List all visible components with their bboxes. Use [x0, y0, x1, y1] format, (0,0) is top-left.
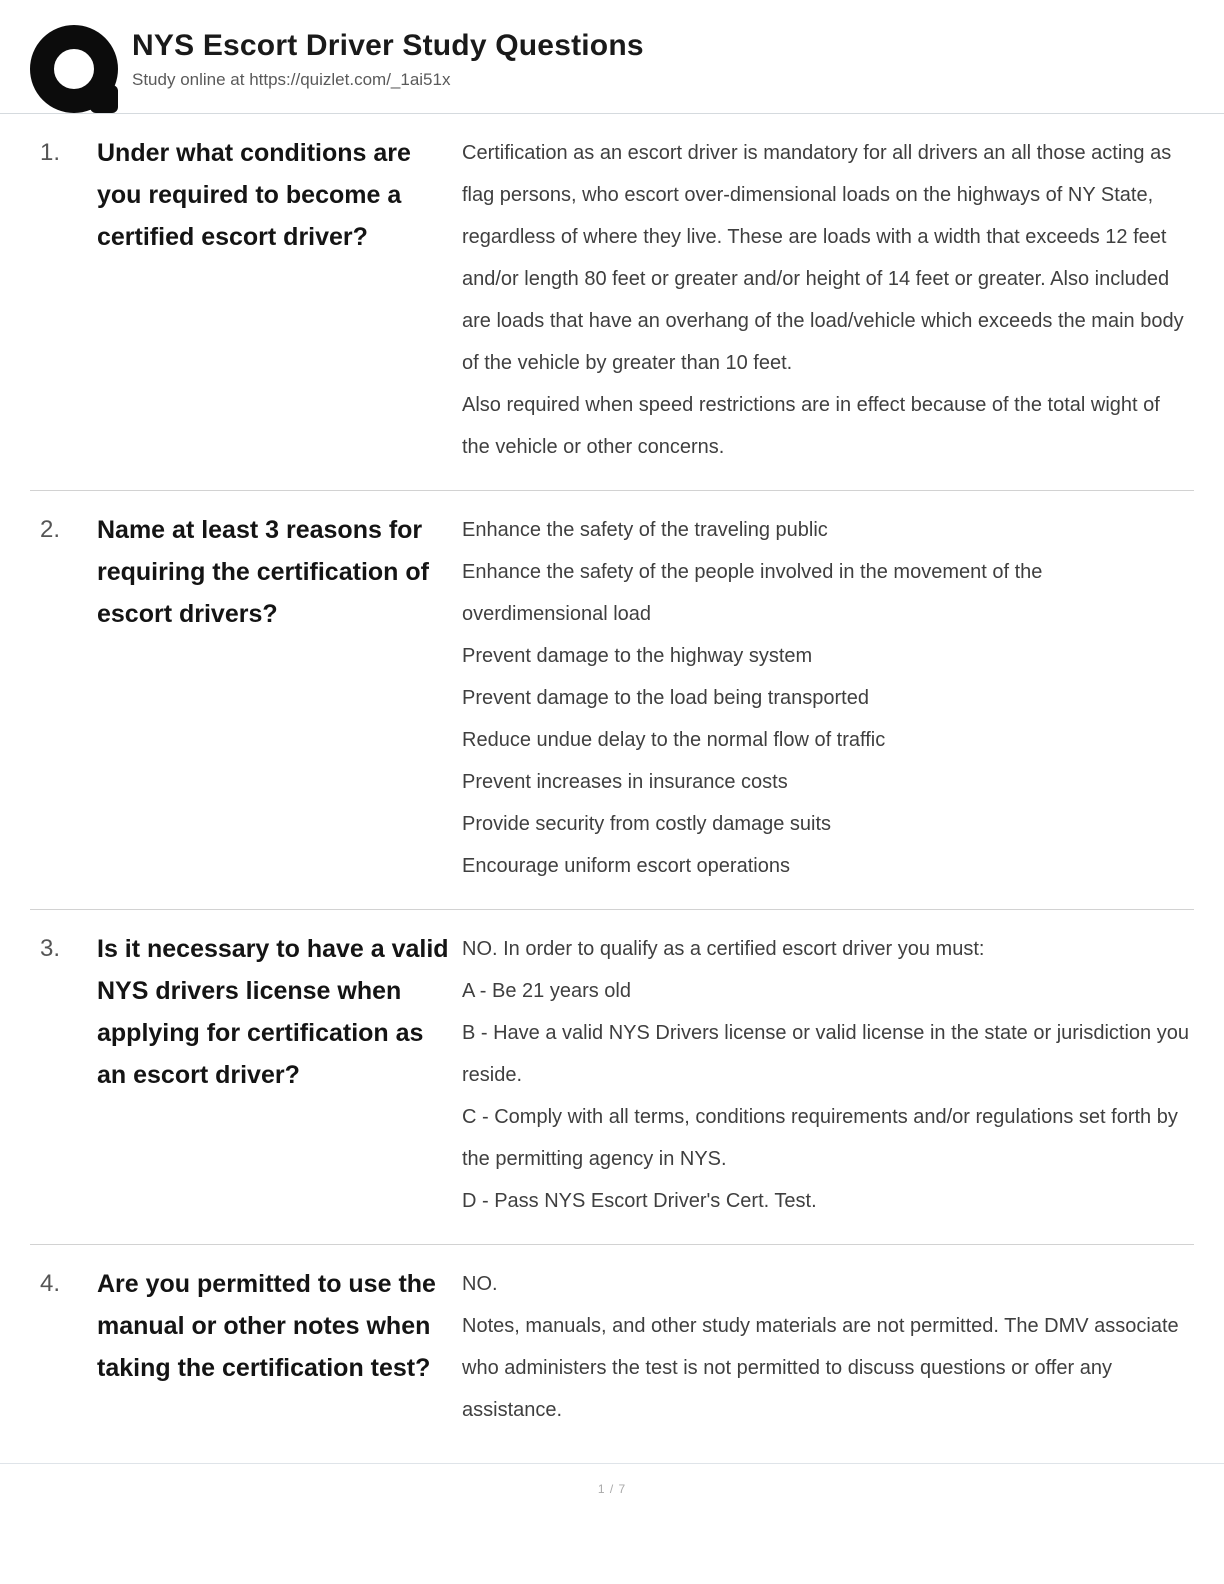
answer-paragraph: Notes, manuals, and other study materials are not permitted. The DMV associate who administers the test is not permitted to discuss questions or offer any assistance.	[462, 1315, 1179, 1421]
header-text	[132, 25, 644, 90]
answer-line: B - Have a valid NYS Drivers license or valid license in the state or jurisdiction you reside.	[462, 1022, 1189, 1086]
answer-line: Prevent damage to the highway system	[462, 645, 813, 667]
answer-line: C - Comply with all terms, conditions requirements and/or regulations set forth by the permitting agency in NYS.	[462, 1106, 1178, 1170]
question-row-4	[0, 1245, 1224, 1453]
answer-text	[462, 928, 1192, 1222]
question-number: 3.	[40, 935, 61, 962]
question-text: Are you permitted to use the manual or other notes when taking the certification test?	[97, 1270, 436, 1382]
answer-line: Prevent increases in insurance costs	[462, 771, 788, 793]
answer-text	[462, 132, 1192, 468]
study-online-link[interactable]: Study online at https://quizlet.com/_1ai51x	[132, 70, 451, 89]
answer-line: Provide security from costly damage suits	[462, 813, 832, 835]
question-number: 4.	[40, 1270, 61, 1297]
question-text: Is it necessary to have a valid NYS drivers license when applying for certification as an escort driver?	[97, 935, 449, 1089]
question-row-1	[0, 114, 1224, 490]
question-text: Name at least 3 reasons for requiring the certification of escort drivers?	[97, 516, 429, 628]
header	[0, 0, 1224, 113]
answer-paragraph: Also required when speed restrictions are in effect because of the total wight of the vehicle or other concerns.	[462, 394, 1160, 458]
answer-line: Enhance the safety of the traveling public	[462, 519, 828, 541]
answer-line: Prevent damage to the load being transported	[462, 687, 869, 709]
question-row-3	[0, 910, 1224, 1244]
question-number: 2.	[40, 516, 61, 543]
answer-line: A - Be 21 years old	[462, 980, 631, 1002]
quizlet-q-tail	[90, 85, 118, 113]
page-indicator: 1 / 7	[597, 1482, 627, 1496]
quizlet-logo-icon	[30, 25, 118, 113]
page-title: NYS Escort Driver Study Questions	[132, 29, 644, 62]
answer-line: NO. In order to qualify as a certified escort driver you must:	[462, 938, 985, 960]
question-number: 1.	[40, 139, 61, 166]
question-row-2	[0, 491, 1224, 909]
answer-line: NO.	[462, 1273, 498, 1295]
answer-line: Encourage uniform escort operations	[462, 855, 790, 877]
answer-line: D - Pass NYS Escort Driver's Cert. Test.	[462, 1190, 817, 1212]
answer-text	[462, 509, 1192, 887]
question-text: Under what conditions are you required to become a certified escort driver?	[97, 139, 411, 251]
answer-text	[462, 1263, 1192, 1431]
answer-line: Enhance the safety of the people involved in the movement of the overdimensional load	[462, 561, 1043, 625]
answer-line: Reduce undue delay to the normal flow of traffic	[462, 729, 886, 751]
answer-paragraph: Certification as an escort driver is mandatory for all drivers an all those acting as flag persons, who escort over-dimensional loads on the highways of NY State, regardless of where they live. These are loads with a width that exceeds 12 feet and/or length 80 feet or greater and/or height of 14 feet or greater. Also included are loads that have an overhang of the load/vehicle which exceeds the main body of the vehicle by greater than 10 feet.	[462, 142, 1184, 374]
